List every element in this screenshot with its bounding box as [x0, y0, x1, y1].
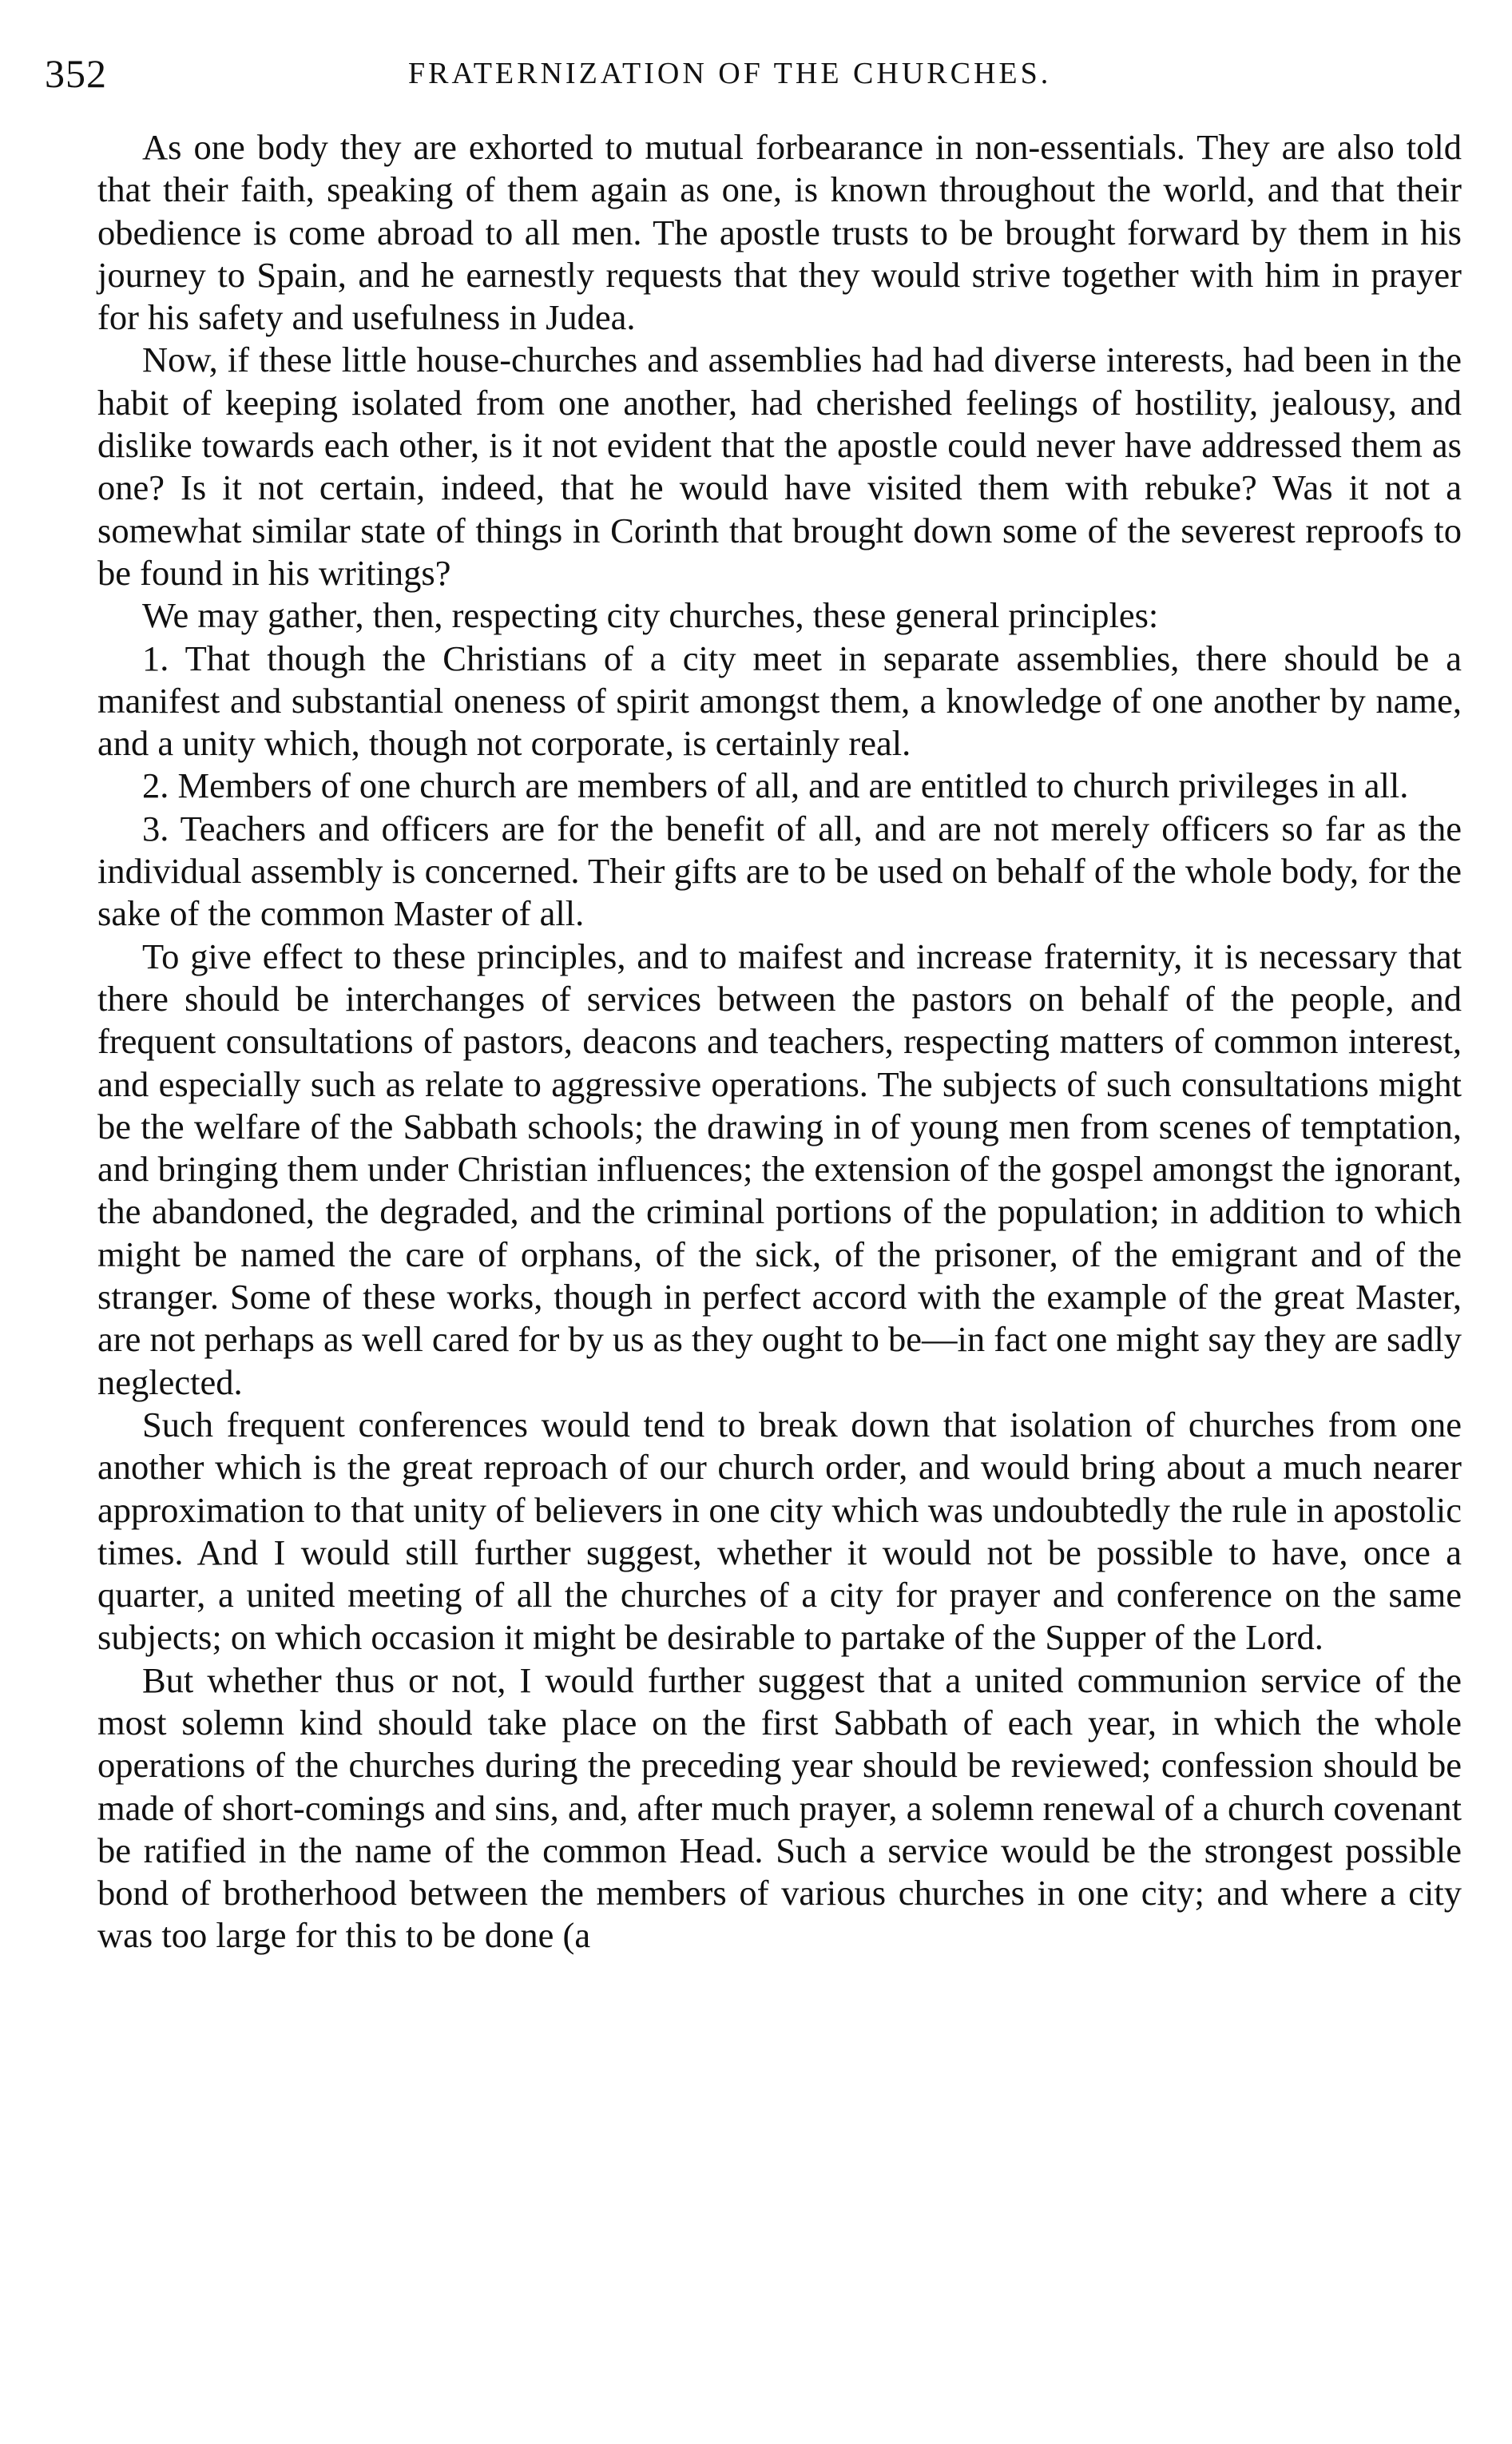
page-number: 352 — [45, 51, 107, 96]
paragraph: Now, if these little house-churches and assemblies had had diverse interests, had been in the habit of keeping isolated from one another, had cherished feelings of hostility, jealousy, and dislike towards each other, is it not evident that the apostle could never have addressed them as one? Is it not certain, indeed, that he would have visited them with rebuke? Was it not a somewhat similar state of things in Corinth that brought down some of the severest reproofs to be found in his writings? — [97, 340, 1462, 593]
paragraph: Such frequent conferences would tend to break down that isolation of churches from one another which is the great reproach of our church order, and would bring about a much nearer approximation to that unity of believers in one city which was undoubtedly the rule in apostolic times. And I would still further suggest, whether it would not be possible to have, once a quarter, a united meeting of all the churches of a city for prayer and conference on the same subjects; on which occasion it might be desirable to partake of the Supper of the Lord. — [97, 1404, 1462, 1658]
principle-item: 1. That though the Christians of a city meet in separate assemblies, there should be a manifest and substantial oneness of spirit amongst them, a knowledge of one another by name, and a unity which, though not corporate, is certainly real. — [97, 638, 1462, 764]
principle-item: 2. Members of one church are members of all, and are entitled to church privileges in all. — [142, 765, 1409, 806]
paragraph: To give effect to these principles, and to maifest and increase fraternity, it is necessary that there should be interchanges of services between the pastors on behalf of the people, and frequent consultations of pastors, deacons and teachers, respecting matters of common interest, and especially such as relate to aggressive operations. The subjects of such consultations might be the welfare of the Sabbath schools; the drawing in of young men from scenes of temptation, and bringing them under Christian influences; the extension of the gospel amongst the ignorant, the abandoned, the degraded, and the criminal portions of the population; in addition to which might be named the care of orphans, of the sick, of the prisoner, of the emigrant and of the stranger. Some of these works, though in perfect accord with the example of the great Master, are not perhaps as well cared for by us as they ought to be—in fact one might say they are sadly neglected. — [97, 936, 1462, 1402]
paragraph: We may gather, then, respecting city churches, these general principles: — [142, 595, 1159, 636]
principle-item: 3. Teachers and officers are for the benefit of all, and are not merely officers so far as the individual assembly is concerned. Their gifts are to be used on behalf of the whole body, for the sake of the common Master of all. — [97, 808, 1462, 934]
paragraph: As one body they are exhorted to mutual forbearance in non-essentials. They are also told that their faith, speaking of them again as one, is known throughout the world, and that their obedience is come abroad to all men. The apostle trusts to be brought forward by them in his journey to Spain, and he earnestly requests that they would strive together with him in prayer for his safety and usefulness in Judea. — [97, 127, 1462, 338]
running-head — [45, 42, 1466, 105]
running-title: FRATERNIZATION OF THE CHURCHES. — [408, 57, 1052, 90]
paragraph: But whether thus or not, I would further suggest that a united communion service of the most solemn kind should take place on the first Sabbath of each year, in which the whole operations of the churches during the preceding year should be reviewed; confession should be made of short-comings and sins, and, after much prayer, a solemn renewal of a church covenant be ratified in the name of the common Head. Such a service would be the strongest possible bond of brotherhood between the members of various churches in one city; and where a city was too large for this to be done (a — [97, 1659, 1462, 1956]
body-text — [97, 126, 1462, 1957]
